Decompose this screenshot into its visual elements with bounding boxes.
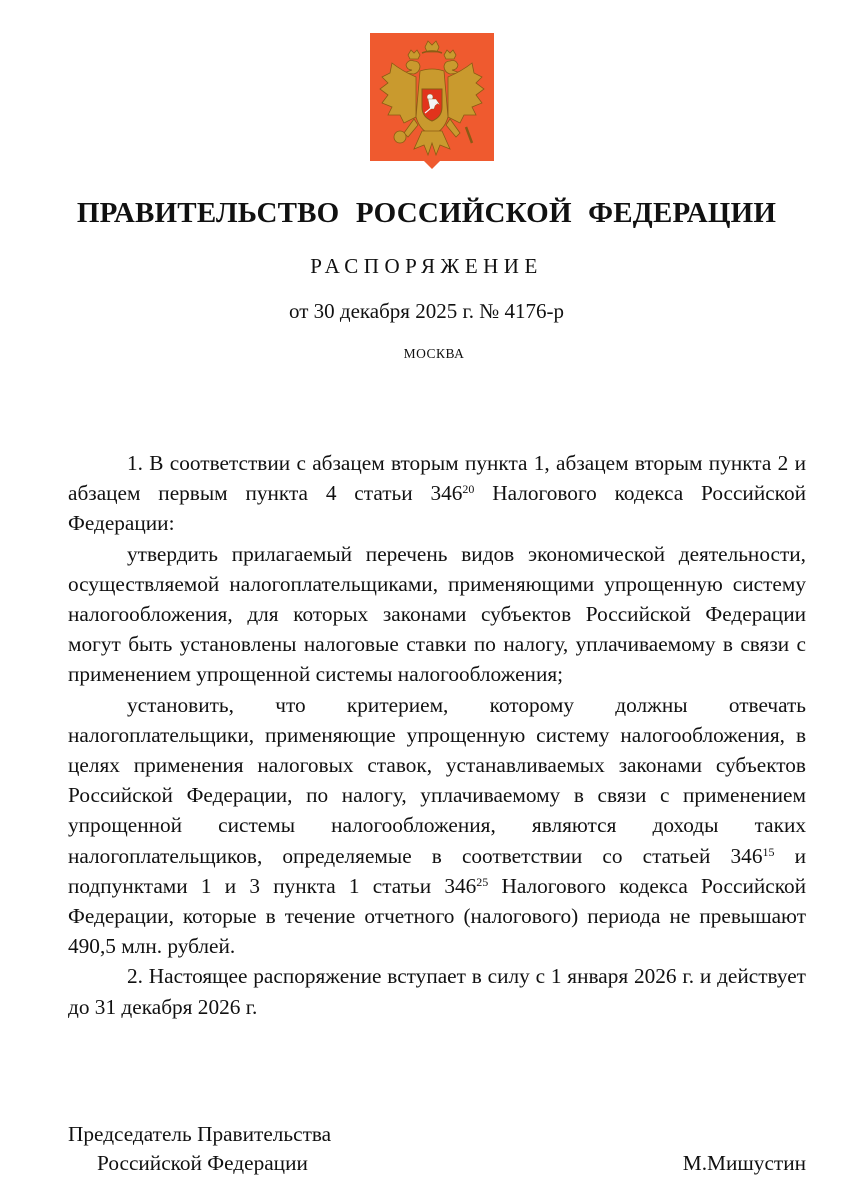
paragraph-establish-text-a: установить, что критерием, которому должны отвечать налогоплательщики, применяющие упрощенную систему налогообложения, в целях применения налоговых ставок, устанавливаемых законами субъектов Российской Федерации, по налогу, уплачиваемому в связи с применением упрощенной системы налогообложения, являются доходы таких налогоплательщиков, определяемые в соответствии со статьей 346 [68,692,806,868]
signer-title-line-2: Российской Федерации [97,1151,308,1175]
paragraph-2: 2. Настоящее распоряжение вступает в силу с 1 января 2026 г. и действует до 31 декабря 2026 г. [68,964,806,1019]
paragraph-1-text-a: 1. В соответствии с абзацем вторым пункта 1, абзацем вторым пункта 2 и абзацем первым пункта 4 статьи 346 [68,451,806,506]
paragraph-establish-end: 490,5 млн. рублей. [68,934,236,959]
signer-title [68,1120,331,1178]
document-type: РАСПОРЯЖЕНИЕ [310,254,543,278]
coat-of-arms-icon [370,33,494,169]
paragraph-establish-sup-b: 25 [476,874,489,889]
paragraph-establish-text-b: и подпунктами 1 и 3 пункта 1 статьи 346 [68,843,806,898]
paragraph-approve: утвердить прилагаемый перечень видов экономической деятельности, осуществляемой налогоплательщиками, применяющими упрощенную систему налогообложения, для которых законами субъектов Российской Федерации могут быть установлены налоговые ставки по налогу, уплачиваемому в связи с применением упрощенной системы налогообложения; [68,541,806,687]
paragraph-1-sup-a: 20 [462,482,475,497]
paragraph-1-text-b: Налогового кодекса Российской Федерации: [68,481,806,536]
paragraph-establish-sup-a: 15 [762,844,775,859]
document-city: МОСКВА [403,346,465,361]
paragraph-1 [68,448,806,539]
signer-title-line-1: Председатель Правительства [68,1122,332,1146]
government-title: ПРАВИТЕЛЬСТВО РОССИЙСКОЙ ФЕДЕРАЦИИ [76,197,777,229]
order-body [68,448,806,1022]
document-date-number: от 30 декабря 2025 г. № 4176-р [289,299,564,323]
paragraph-establish [68,690,806,932]
paragraph-establish-text-c: Налогового кодекса Российской Федерации, которые в течение отчетного (налогового) периода не превышают [68,873,807,929]
signer-name: М.Мишустин [682,1151,806,1175]
